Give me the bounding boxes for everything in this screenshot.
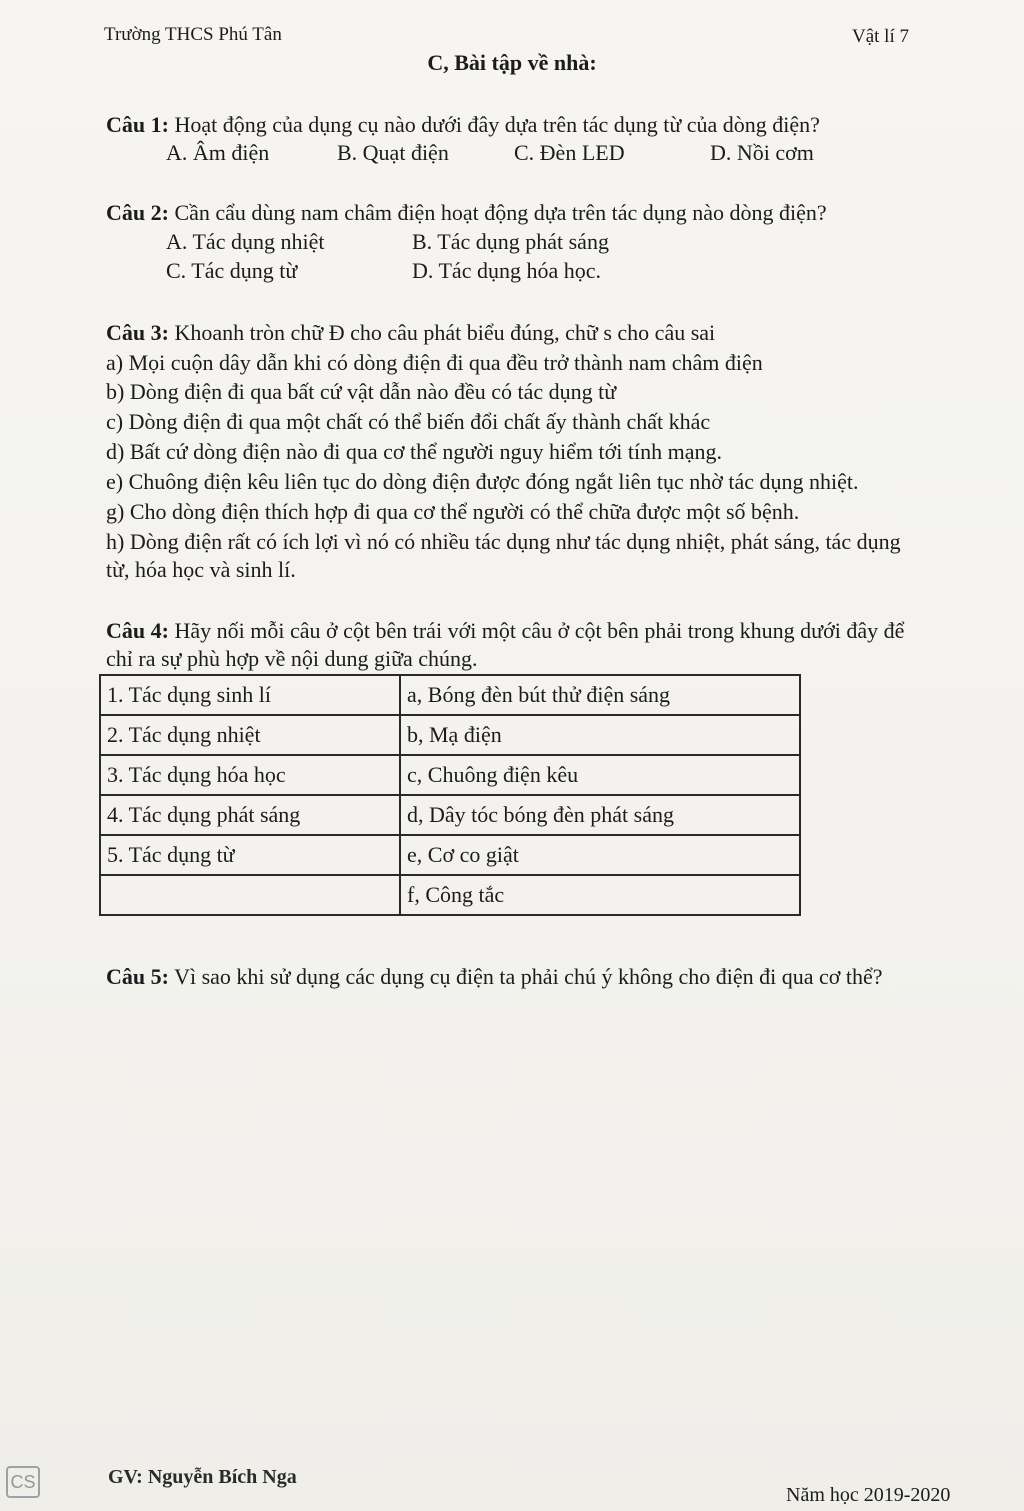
section-title: C, Bài tập về nhà: [427,50,597,75]
statement-h-continued: từ, hóa học và sinh lí. [106,557,296,582]
question-1-label: Câu 1: [106,112,169,137]
q1-option-c: C. Đèn LED [514,140,625,165]
question-3-text: Khoanh tròn chữ Đ cho câu phát biểu đúng, chữ s cho câu sai [174,320,716,345]
question-1 [106,110,820,140]
scanner-logo-icon: CS [6,1466,40,1498]
right-cell: f, Công tắc [400,875,800,915]
table-row [100,835,800,875]
right-cell: e, Cơ co giật [400,835,800,875]
question-5-label: Câu 5: [106,964,169,989]
table-row [100,715,800,755]
right-cell: b, Mạ điện [400,715,800,755]
q2-option-d: D. Tác dụng hóa học. [412,258,601,283]
q2-option-c: C. Tác dụng từ [166,258,298,283]
left-cell: 1. Tác dụng sinh lí [100,675,400,715]
question-5-text: Vì sao khi sử dụng các dụng cụ điện ta phải chú ý không cho điện đi qua cơ thể? [174,964,883,989]
q1-option-a: A. Âm điện [166,140,270,165]
question-4 [106,616,904,646]
school-year: Năm học 2019-2020 [786,1484,951,1506]
table-row [100,675,800,715]
left-cell [100,875,400,915]
statement-g: g) Cho dòng điện thích hợp đi qua cơ thể người có thể chữa được một số bệnh. [106,499,800,524]
question-2-label: Câu 2: [106,200,169,225]
table-row [100,875,800,915]
statement-b: b) Dòng điện đi qua bất cứ vật dẫn nào đều có tác dụng từ [106,379,617,404]
statement-a: a) Mọi cuộn dây dẫn khi có dòng điện đi qua đều trở thành nam châm điện [106,350,763,375]
question-4-text-line2: chỉ ra sự phù hợp về nội dung giữa chúng. [106,646,478,671]
statement-h: h) Dòng điện rất có ích lợi vì nó có nhiều tác dụng như tác dụng nhiệt, phát sáng, tác dụng [106,529,901,554]
q2-option-a: A. Tác dụng nhiệt [166,229,325,254]
question-2-text: Cần cẩu dùng nam châm điện hoạt động dựa trên tác dụng nào dòng điện? [174,200,827,225]
question-3 [106,318,715,348]
table-row [100,795,800,835]
left-cell: 2. Tác dụng nhiệt [100,715,400,755]
statement-d: d) Bất cứ dòng điện nào đi qua cơ thể người nguy hiểm tới tính mạng. [106,439,722,464]
left-cell: 5. Tác dụng từ [100,835,400,875]
matching-table [99,674,801,916]
statement-c: c) Dòng điện đi qua một chất có thể biến đổi chất ấy thành chất khác [106,409,711,434]
teacher-name: GV: Nguyễn Bích Nga [108,1466,297,1488]
question-4-label: Câu 4: [106,618,169,643]
statement-e: e) Chuông điện kêu liên tục do dòng điện được đóng ngắt liên tục nhờ tác dụng nhiệt. [106,469,859,494]
right-cell: a, Bóng đèn bút thử điện sáng [400,675,800,715]
q1-option-d: D. Nồi cơm [710,140,814,165]
table-row [100,755,800,795]
q2-option-b: B. Tác dụng phát sáng [412,229,609,254]
left-cell: 3. Tác dụng hóa học [100,755,400,795]
question-1-text: Hoạt động của dụng cụ nào dưới đây dựa trên tác dụng từ của dòng điện? [174,112,820,137]
right-cell: d, Dây tóc bóng đèn phát sáng [400,795,800,835]
q1-option-b: B. Quạt điện [337,140,449,165]
question-3-label: Câu 3: [106,320,169,345]
left-cell: 4. Tác dụng phát sáng [100,795,400,835]
question-2 [106,198,827,228]
right-cell: c, Chuông điện kêu [400,755,800,795]
school-name: Trường THCS Phú Tân [104,24,282,45]
question-5 [106,962,883,992]
question-4-text-line1: Hãy nối mỗi câu ở cột bên trái với một câu ở cột bên phải trong khung dưới đây để [174,618,905,643]
subject-label: Vật lí 7 [852,26,909,47]
